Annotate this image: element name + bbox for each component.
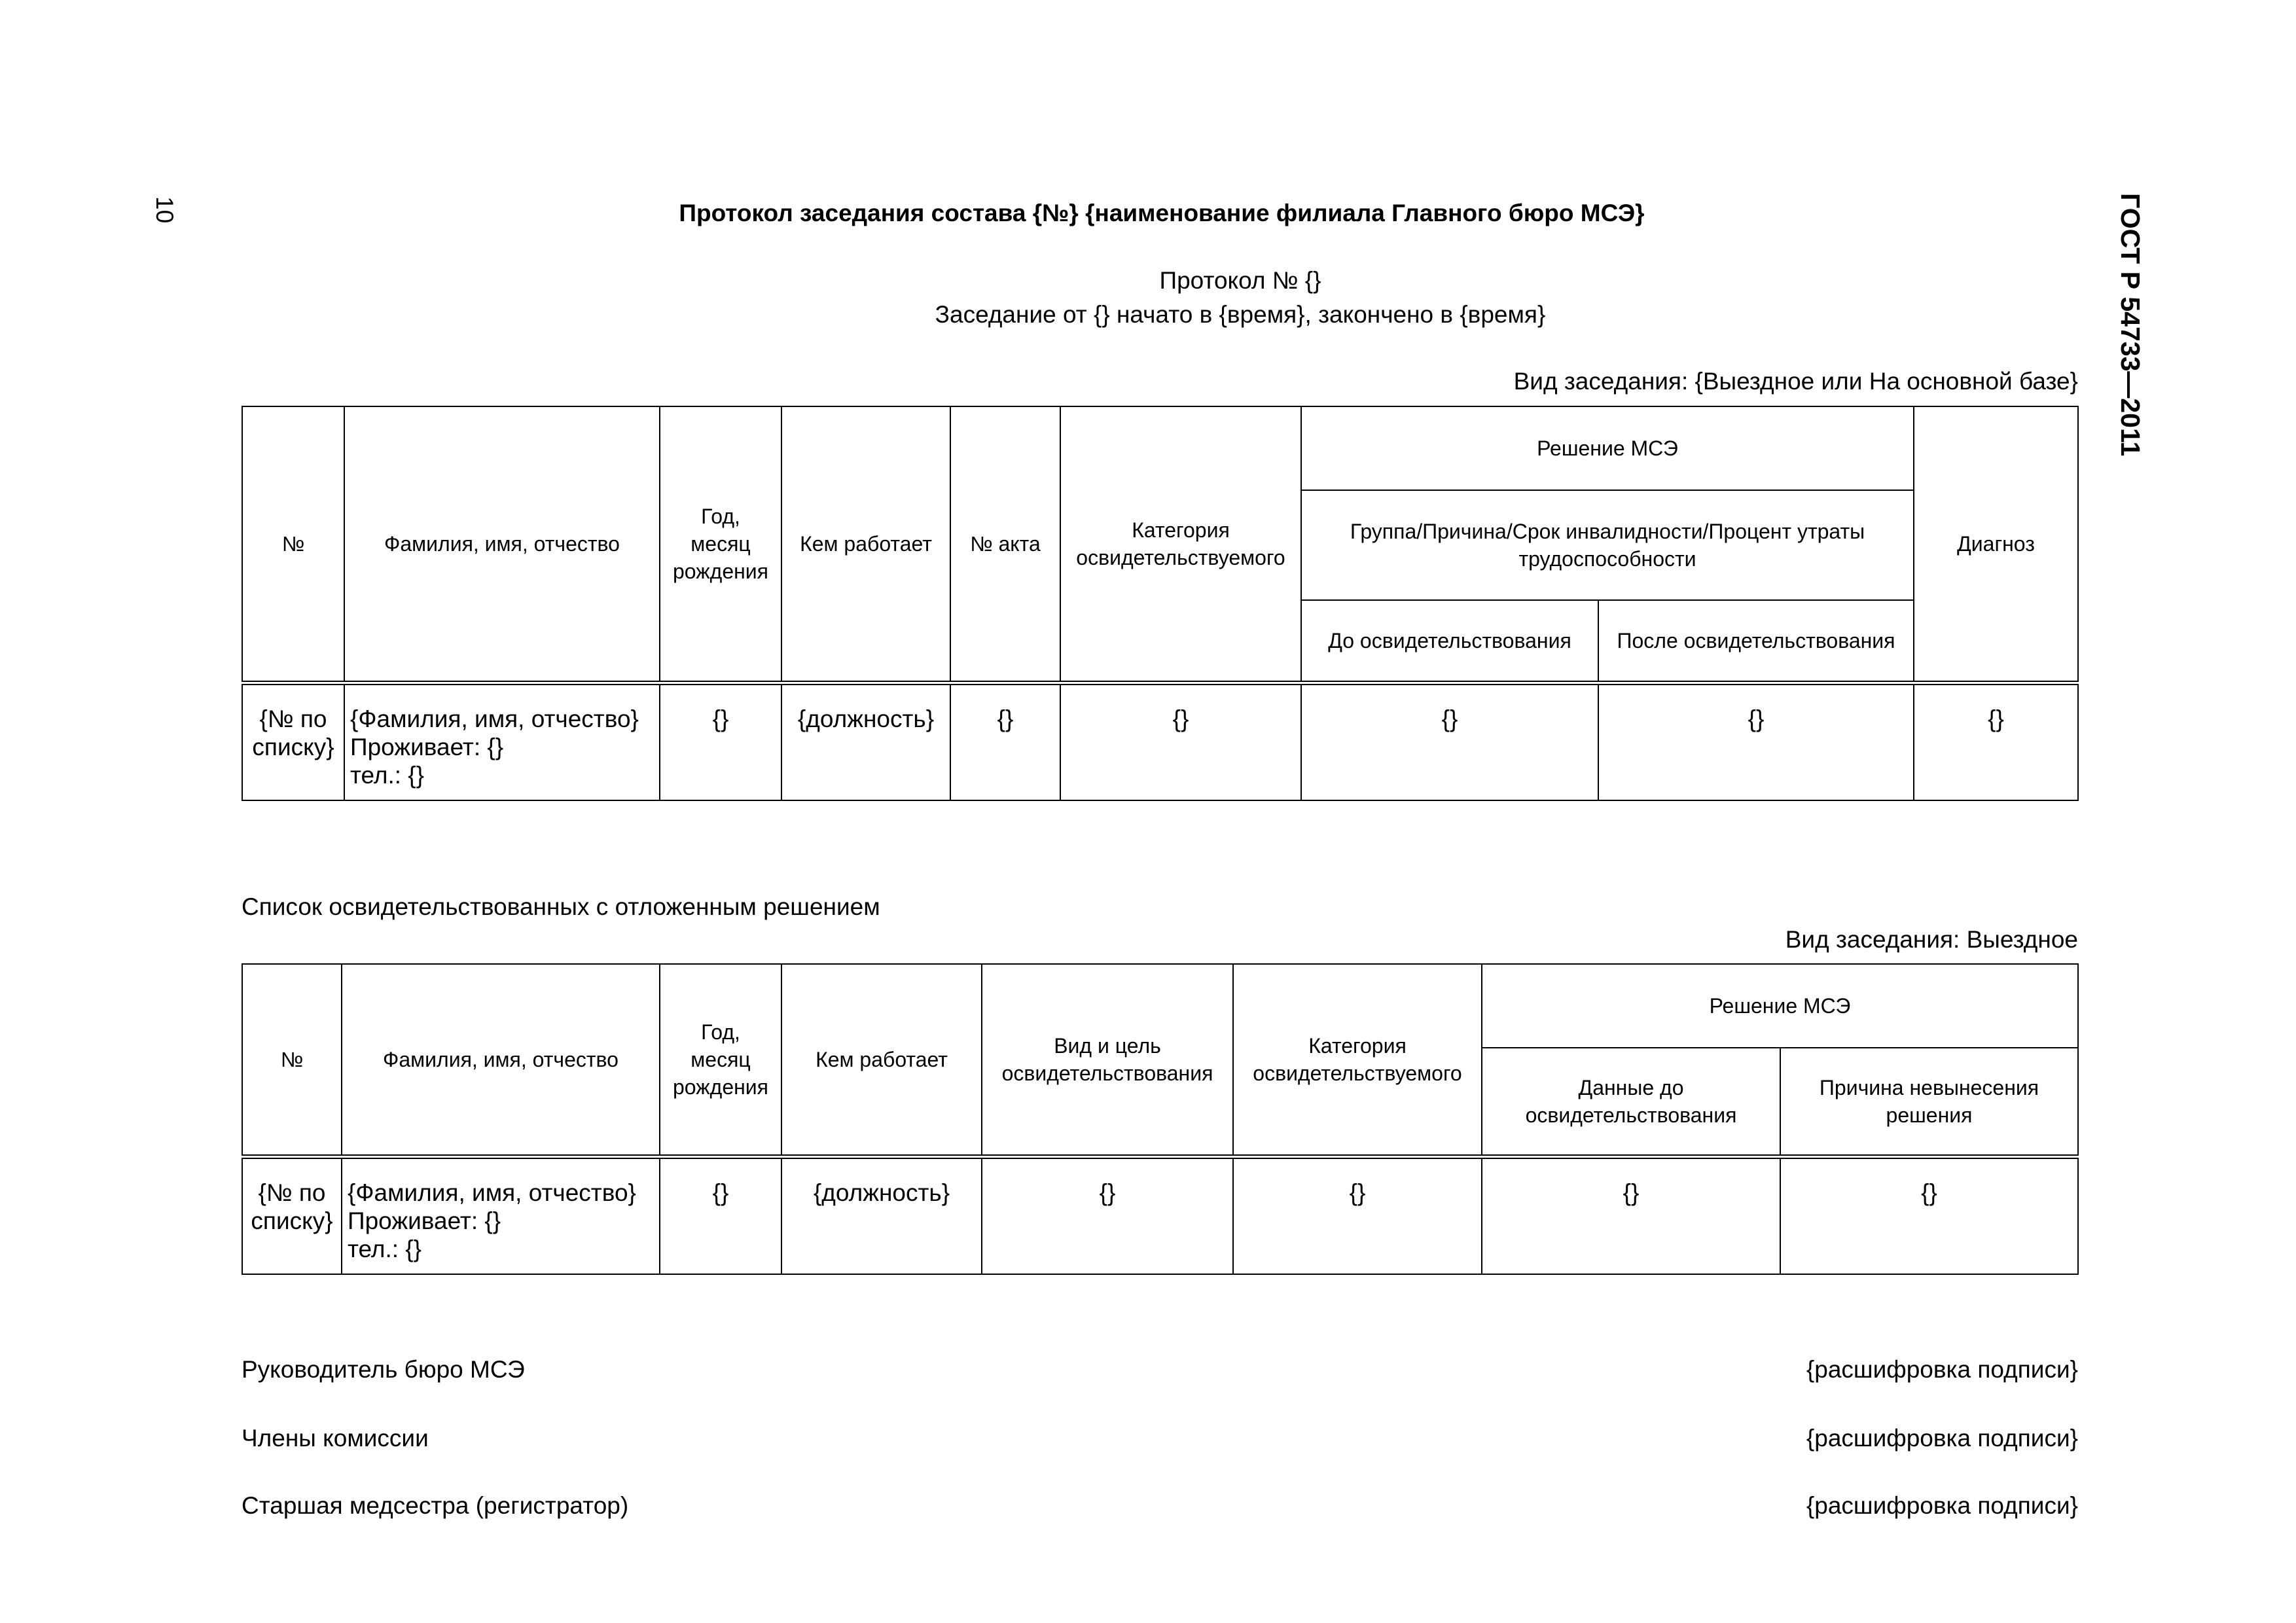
- protocol-table: [242, 406, 2079, 801]
- cell-fio: {Фамилия, имя, отчество} Проживает: {} тел.: {}: [342, 1156, 660, 1274]
- protocol-number: Протокол № {}: [1159, 267, 1321, 294]
- cell-act: {}: [950, 683, 1060, 800]
- cell-work: {должность}: [781, 1156, 982, 1274]
- session-type-2: Вид заседания: Выездное: [1785, 926, 2078, 953]
- cell-no: {№ по списку}: [242, 683, 344, 800]
- col-category-header: Категория освидетельствуемого: [1060, 406, 1301, 683]
- section-2-title: Список освидетельствованных с отложенным решением: [242, 893, 880, 920]
- col-after-header: После освидетельствования: [1598, 600, 1914, 683]
- col-no-header: №: [242, 964, 342, 1156]
- col-data-before-header: Данные до освидетельствования: [1482, 1048, 1780, 1156]
- cell-category: {}: [1233, 1156, 1482, 1274]
- col-work-header: Кем работает: [781, 406, 950, 683]
- table-row: [242, 683, 2078, 800]
- standard-label: ГОСТ Р 54733—2011: [2115, 193, 2145, 457]
- cell-after: {}: [1598, 683, 1914, 800]
- col-fio-header: Фамилия, имя, отчество: [344, 406, 660, 683]
- cell-data-before: {}: [1482, 1156, 1780, 1274]
- cell-diagnosis: {}: [1914, 683, 2078, 800]
- cell-category: {}: [1060, 683, 1301, 800]
- cell-before: {}: [1301, 683, 1598, 800]
- cell-work: {должность}: [781, 683, 950, 800]
- col-category-header: Категория освидетельствуемого: [1233, 964, 1482, 1156]
- session-line: Заседание от {} начато в {время}, закончено в {время}: [935, 301, 1546, 328]
- signature-role-nurse: Старшая медсестра (регистратор): [242, 1492, 629, 1519]
- decision-header: Решение МСЭ: [1301, 406, 1914, 490]
- col-reason-header: Причина невынесения решения: [1780, 1048, 2078, 1156]
- cell-birth: {}: [660, 1156, 781, 1274]
- col-act-header: № акта: [950, 406, 1060, 683]
- table-row: [242, 1156, 2078, 1274]
- cell-birth: {}: [660, 683, 781, 800]
- document-title: Протокол заседания состава {№} {наименование филиала Главного бюро МСЭ}: [679, 200, 1645, 226]
- col-birth-header: Год, месяц рождения: [660, 964, 781, 1156]
- signature-role-head: Руководитель бюро МСЭ: [242, 1356, 525, 1383]
- cell-fio: {Фамилия, имя, отчество} Проживает: {} тел.: {}: [344, 683, 660, 800]
- deferred-decision-table: [242, 963, 2079, 1275]
- signature-value-nurse: {расшифровка подписи}: [1806, 1492, 2078, 1519]
- decision-header: Решение МСЭ: [1482, 964, 2078, 1048]
- signature-value-members: {расшифровка подписи}: [1806, 1425, 2078, 1452]
- col-no-header: №: [242, 406, 344, 683]
- signature-role-members: Члены комиссии: [242, 1425, 429, 1452]
- cell-reason: {}: [1780, 1156, 2078, 1274]
- signature-value-head: {расшифровка подписи}: [1806, 1356, 2078, 1383]
- cell-purpose: {}: [982, 1156, 1233, 1274]
- col-purpose-header: Вид и цель освидетельствования: [982, 964, 1233, 1156]
- col-before-header: До освидетельствования: [1301, 600, 1598, 683]
- group-header: Группа/Причина/Срок инвалидности/Процент утраты трудоспособности: [1301, 490, 1914, 600]
- col-diagnosis-header: Диагноз: [1914, 406, 2078, 683]
- col-work-header: Кем работает: [781, 964, 982, 1156]
- col-fio-header: Фамилия, имя, отчество: [342, 964, 660, 1156]
- session-type-1: Вид заседания: {Выездное или На основной базе}: [1513, 368, 2078, 395]
- col-birth-header: Год, месяц рождения: [660, 406, 781, 683]
- cell-no: {№ по списку}: [242, 1156, 342, 1274]
- page-number: 10: [151, 196, 178, 224]
